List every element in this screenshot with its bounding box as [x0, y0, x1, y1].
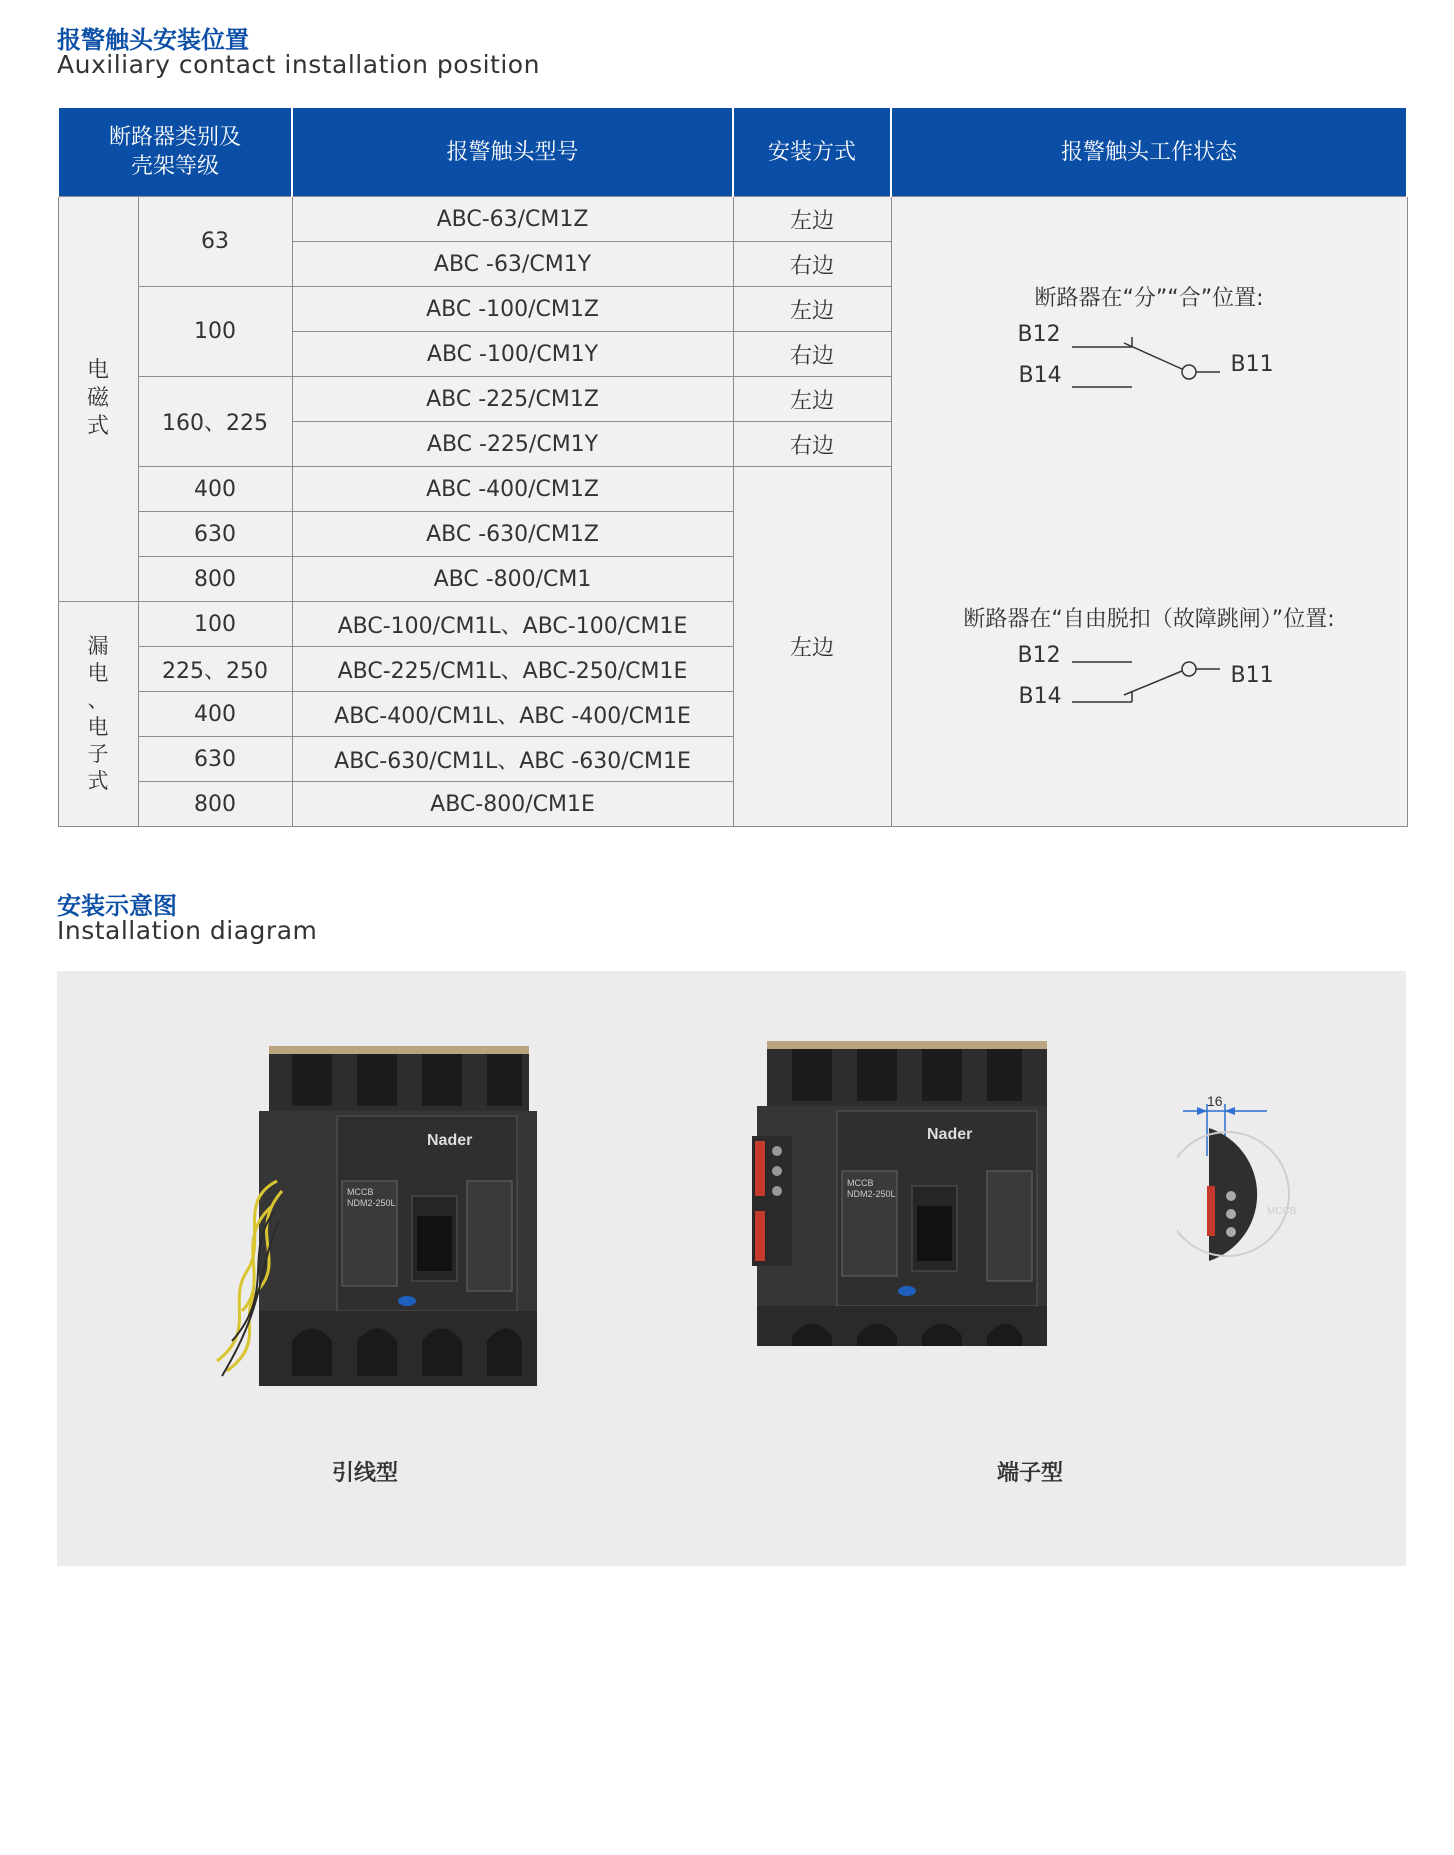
terminal-b11-label: B11	[1230, 352, 1274, 377]
mount-cell: 右边	[733, 242, 891, 287]
group-leakage-electronic: 漏 电 、 电 子 式	[58, 602, 138, 827]
model-cell: ABC -800/CM1	[292, 557, 733, 602]
breaker-type-text: MCCB	[347, 1187, 374, 1197]
mount-cell: 左边	[733, 377, 891, 422]
rating-cell: 630	[138, 512, 292, 557]
terminal-b11-label: B11	[1230, 663, 1274, 688]
mount-cell: 左边	[733, 197, 891, 242]
model-cell: ABC-63/CM1Z	[292, 197, 733, 242]
rating-cell: 400	[138, 692, 292, 737]
model-cell: ABC-100/CM1L、ABC-100/CM1E	[292, 602, 733, 647]
model-cell: ABC -100/CM1Z	[292, 287, 733, 332]
section-title-en: Installation diagram	[57, 916, 318, 945]
terminal-b12-label: B12	[1017, 643, 1061, 668]
breaker-terminal-image	[747, 1036, 1067, 1346]
model-cell: ABC -630/CM1Z	[292, 512, 733, 557]
caption-wire-lead: 引线型	[332, 1461, 399, 1486]
mount-cell: 右边	[733, 332, 891, 377]
status-open-closed-label: 断路器在“分”“合”位置:	[1034, 286, 1264, 311]
breaker-type-text: MCCB	[847, 1178, 874, 1188]
model-cell: ABC -400/CM1Z	[292, 467, 733, 512]
section-title-cn: 报警触头安装位置	[57, 26, 249, 54]
model-cell: ABC -63/CM1Y	[292, 242, 733, 287]
caption-terminal: 端子型	[997, 1461, 1064, 1486]
header-category: 断路器类别及 壳架等级	[58, 108, 292, 197]
status-tripped-label: 断路器在“自由脱扣（故障跳闸）”位置:	[963, 607, 1335, 632]
header-mount: 安装方式	[733, 108, 891, 197]
brand-logo: Nader	[427, 1132, 473, 1149]
terminal-b14-label: B14	[1018, 363, 1062, 388]
brand-logo: Nader	[927, 1126, 973, 1143]
rating-cell: 400	[138, 467, 292, 512]
table-row	[58, 197, 1407, 242]
header-status: 报警触头工作状态	[891, 108, 1407, 197]
mount-cell: 右边	[733, 422, 891, 467]
status-cell	[891, 197, 1407, 827]
spec-table	[57, 108, 1408, 827]
group-electromagnetic: 电 磁 式	[58, 197, 138, 602]
model-cell: ABC -225/CM1Y	[292, 422, 733, 467]
contact-tripped-symbol	[1072, 637, 1232, 712]
rating-cell: 630	[138, 737, 292, 782]
model-cell: ABC-225/CM1L、ABC-250/CM1E	[292, 647, 733, 692]
model-cell: ABC-400/CM1L、ABC -400/CM1E	[292, 692, 733, 737]
model-cell: ABC-800/CM1E	[292, 782, 733, 827]
header-model: 报警触头型号	[292, 108, 733, 197]
section-title-en: Auxiliary contact installation position	[57, 50, 540, 79]
rating-cell: 160、225	[138, 377, 292, 467]
mount-cell: 左边	[733, 287, 891, 332]
terminal-detail-magnifier	[1177, 1096, 1307, 1266]
table-header-row	[58, 108, 1407, 197]
section-title-cn: 安装示意图	[57, 892, 177, 920]
mount-cell: 左边	[733, 467, 891, 827]
model-cell: ABC -225/CM1Z	[292, 377, 733, 422]
rating-cell: 800	[138, 557, 292, 602]
detail-type-text: MCCB	[1267, 1206, 1297, 1217]
rating-cell: 100	[138, 602, 292, 647]
contact-closed-symbol	[1072, 317, 1232, 392]
model-cell: ABC -100/CM1Y	[292, 332, 733, 377]
terminal-b14-label: B14	[1018, 684, 1062, 709]
rating-cell: 63	[138, 197, 292, 287]
dimension-label: 16	[1207, 1096, 1223, 1109]
breaker-model-text: NDM2-250L	[847, 1189, 896, 1199]
terminal-b12-label: B12	[1017, 322, 1061, 347]
breaker-model-text: NDM2-250L	[347, 1198, 396, 1208]
model-cell: ABC-630/CM1L、ABC -630/CM1E	[292, 737, 733, 782]
rating-cell: 100	[138, 287, 292, 377]
rating-cell: 225、250	[138, 647, 292, 692]
installation-diagram-panel	[57, 971, 1406, 1566]
breaker-wire-lead-image	[197, 1041, 597, 1391]
rating-cell: 800	[138, 782, 292, 827]
